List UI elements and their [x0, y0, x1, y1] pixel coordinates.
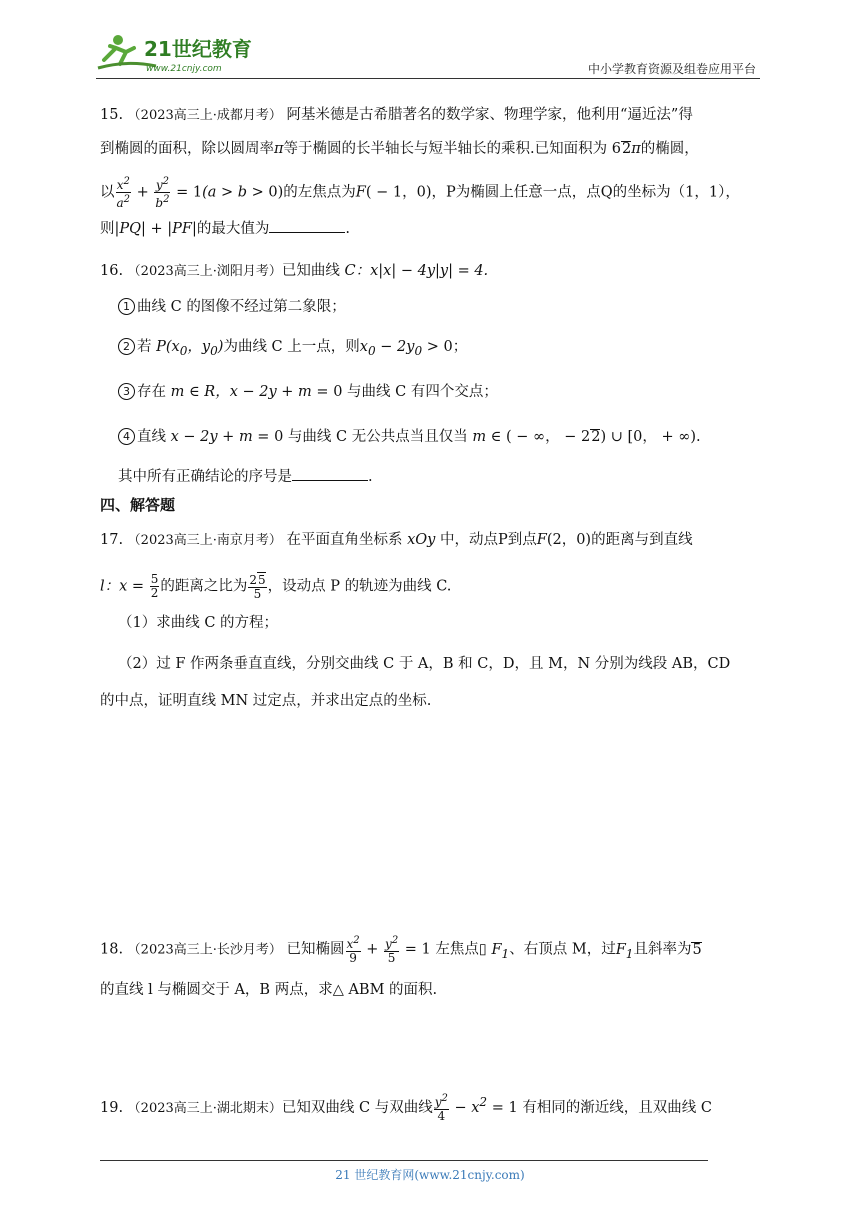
q15-line-4: 则|PQ| + |PF|的最大值为 . — [100, 218, 350, 240]
q16-line-1: 16. （2023高三上·浏阳月考）已知曲线 C：x|x| − 4y|y| = 4. — [100, 263, 489, 279]
site-logo — [96, 30, 256, 76]
q15-line-3: 以 $\frac{x^2}{a^2}$ + $\frac{y^2}{b^2}$ = 1(a > b > 0)的左焦点为F( − 1，0)，P为椭圆上任意一点，点Q的坐标为（1，1）， — [100, 176, 740, 210]
q17-line-1: 17. （2023高三上·南京月考） 在平面直角坐标系 xOy 中，动点P到点F(2，0)的距离与到直线 — [100, 532, 693, 548]
header-platform-name: 中小学教育资源及组卷应用平台 — [587, 62, 756, 76]
logo-text: 21世纪教育 — [144, 37, 252, 61]
q17-part-1: （1）求曲线 C 的方程； — [118, 615, 279, 631]
q17-line-2: l：x = $\frac{5}{2}$ 的距离之比为 $\frac{25}{5}$ ，设动点 P 的轨迹为曲线 C. — [100, 572, 452, 601]
q17-part-2-cont: 的中点，证明直线 MN 过定点，并求出定点的坐标. — [100, 693, 432, 709]
q16-option-4: 4 直线 x − 2y + m = 0 与曲线 C 无公共点当且仅当 m ∈ ( − ∞， − 22) ∪ [0， + ∞). — [118, 426, 701, 448]
q16-option-3: 3 存在 m ∈ R，x − 2y + m = 0 与曲线 C 有四个交点； — [118, 381, 498, 403]
q15-answer-blank — [269, 218, 345, 233]
header-divider — [96, 78, 760, 79]
q16-answer-blank — [292, 466, 368, 481]
q16-option-1: 1 曲线 C 的图像不经过第二象限； — [118, 296, 346, 318]
q18-line-2: 的直线 l 与椭圆交于 A，B 两点，求△ ABM 的面积. — [100, 982, 438, 998]
q17-part-2: （2）过 F 作两条垂直直线，分别交曲线 C 于 A，B 和 C，D，且 M，N 分别为线段 AB，CD — [118, 656, 731, 672]
footer-divider — [100, 1160, 708, 1161]
logo-url: www.21cnjy.com — [146, 64, 222, 74]
footer-text: 21 世纪教育网(www.21cnjy.com) — [335, 1168, 525, 1182]
q15-line-2: 到椭圆的面积，除以圆周率π等于椭圆的长半轴长与短半轴长的乘积.已知面积为 62π的椭圆， — [100, 141, 699, 157]
section-heading: 四、解答题 — [100, 496, 176, 514]
q16-ask: 其中所有正确结论的序号是 . — [118, 466, 373, 488]
q18-line-1: 18. （2023高三上·长沙月考） 已知椭圆 $\frac{x^2}{9}$ + $\frac{y^2}{5}$ = 1 左焦点▯ $F_1$、右顶点 M，过$F_1$且斜率为5 — [100, 935, 702, 965]
q16-option-2: 2 若 $P(x_0$，$y_0$)为曲线 C 上一点，则$x_0 - 2y_0 > 0$； — [118, 336, 467, 362]
q15-line-1: 15. （2023高三上·成都月考） 阿基米德是古希腊著名的数学家、物理学家，他利用“逼近法”得 — [100, 107, 693, 123]
q19-line-1: 19. （2023高三上·湖北期末）已知双曲线 C 与双曲线 $\frac{y^2}{4}$ − $x^2 = 1$ 有相同的渐近线，且双曲线 C — [100, 1093, 713, 1124]
